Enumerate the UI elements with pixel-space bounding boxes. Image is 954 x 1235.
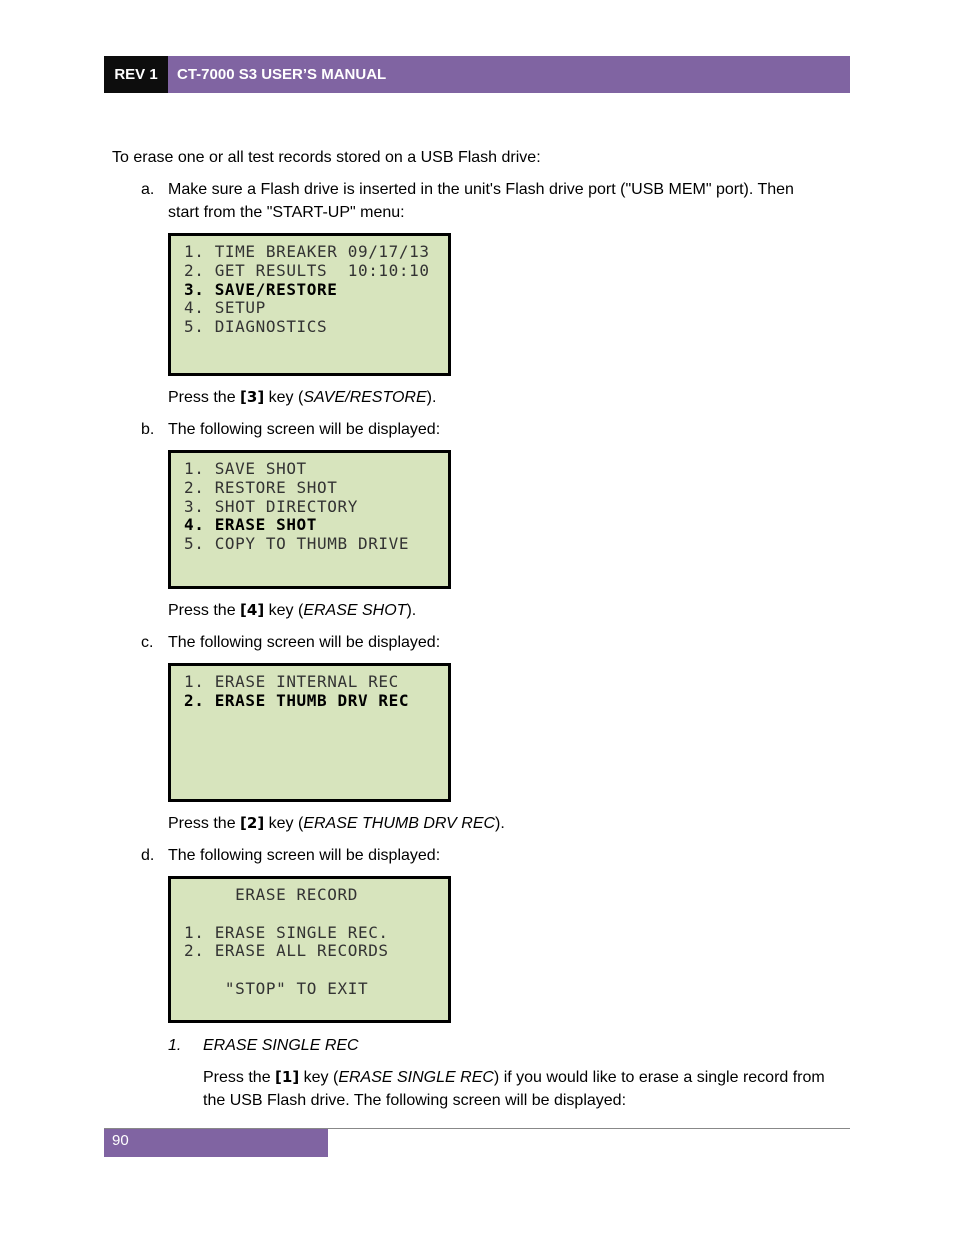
lcd-line: "STOP" TO EXIT [184,979,369,998]
press-text: Press the [168,815,241,832]
press-text: Press the [203,1069,276,1086]
lcd-line: 2. GET RESULTS 10:10:10 [184,261,430,280]
step-a-press-instruction [168,386,436,409]
press-text: key ( [264,815,304,832]
step-a-text-line2: start from the "START-UP" menu: [168,204,405,221]
menu-item-name: SAVE/RESTORE [303,389,427,406]
lcd-line: 1. TIME BREAKER 09/17/13 [184,242,430,261]
revision-label: REV 1 [104,56,168,93]
lcd-line-heading: ERASE RECORD [184,885,358,904]
step-d-text: The following screen will be displayed: [168,847,441,864]
step-d-marker: d. [141,847,155,864]
press-text: ). [406,602,417,619]
lcd-line: 5. COPY TO THUMB DRIVE [184,534,410,553]
press-text: ). [495,815,505,832]
key-label: [2] [240,814,265,832]
press-text: key ( [299,1069,339,1086]
step-c-text: The following screen will be displayed: [168,634,441,651]
menu-item-name: ERASE SINGLE REC [338,1069,494,1086]
lcd-line: 2. ERASE ALL RECORDS [184,941,389,960]
step-a-text-line1: Make sure a Flash drive is inserted in the unit's Flash drive port ("USB MEM" port). Then [168,181,794,198]
press-text: key ( [264,602,304,619]
press-text: key ( [264,389,304,406]
substep-title [203,1034,359,1057]
page-header [104,56,850,93]
press-text: Press the [168,389,241,406]
substep-marker [168,1034,181,1057]
key-label: [1] [275,1068,300,1086]
key-label: [4] [240,601,265,619]
step-a-marker: a. [141,181,155,198]
intro-text: To erase one or all test records stored on a USB Flash drive: [112,149,541,166]
lcd-line: 1. ERASE SINGLE REC. [184,923,389,942]
lcd-save-restore-menu [168,450,451,589]
menu-item-name: ERASE SHOT [303,602,407,619]
press-text: Press the [168,602,241,619]
menu-item-name: ERASE THUMB DRV REC [303,815,496,832]
lcd-line: 3. SHOT DIRECTORY [184,497,358,516]
lcd-line: 2. RESTORE SHOT [184,478,338,497]
lcd-startup-menu [168,233,451,376]
substep-number: 1. [168,1037,182,1054]
lcd-line-selected: 2. ERASE THUMB DRV REC [184,691,410,710]
substep-title-text: ERASE SINGLE REC [203,1037,359,1054]
page-number: 90 [104,1129,328,1157]
lcd-line-selected: 4. ERASE SHOT [184,515,318,534]
press-text: ). [426,389,437,406]
lcd-line: 5. DIAGNOSTICS [184,317,328,336]
step-c-marker: c. [141,634,154,651]
step-b-text: The following screen will be displayed: [168,421,441,438]
substep-text-line2: the USB Flash drive. The following screen will be displayed: [203,1092,627,1109]
key-label: [3] [240,388,265,406]
step-b-marker: b. [141,421,155,438]
manual-title: CT-7000 S3 USER’S MANUAL [168,56,850,93]
lcd-line-selected: 3. SAVE/RESTORE [184,280,338,299]
substep-press-instruction [203,1066,825,1089]
lcd-line: 4. SETUP [184,298,266,317]
lcd-erase-record-screen [168,876,451,1023]
step-b-press-instruction [168,599,416,622]
lcd-erase-menu [168,663,451,802]
press-text: ) if you would like to erase a single record from [493,1069,825,1086]
lcd-line: 1. ERASE INTERNAL REC [184,672,399,691]
step-c-press-instruction [168,812,505,835]
lcd-line: 1. SAVE SHOT [184,459,307,478]
